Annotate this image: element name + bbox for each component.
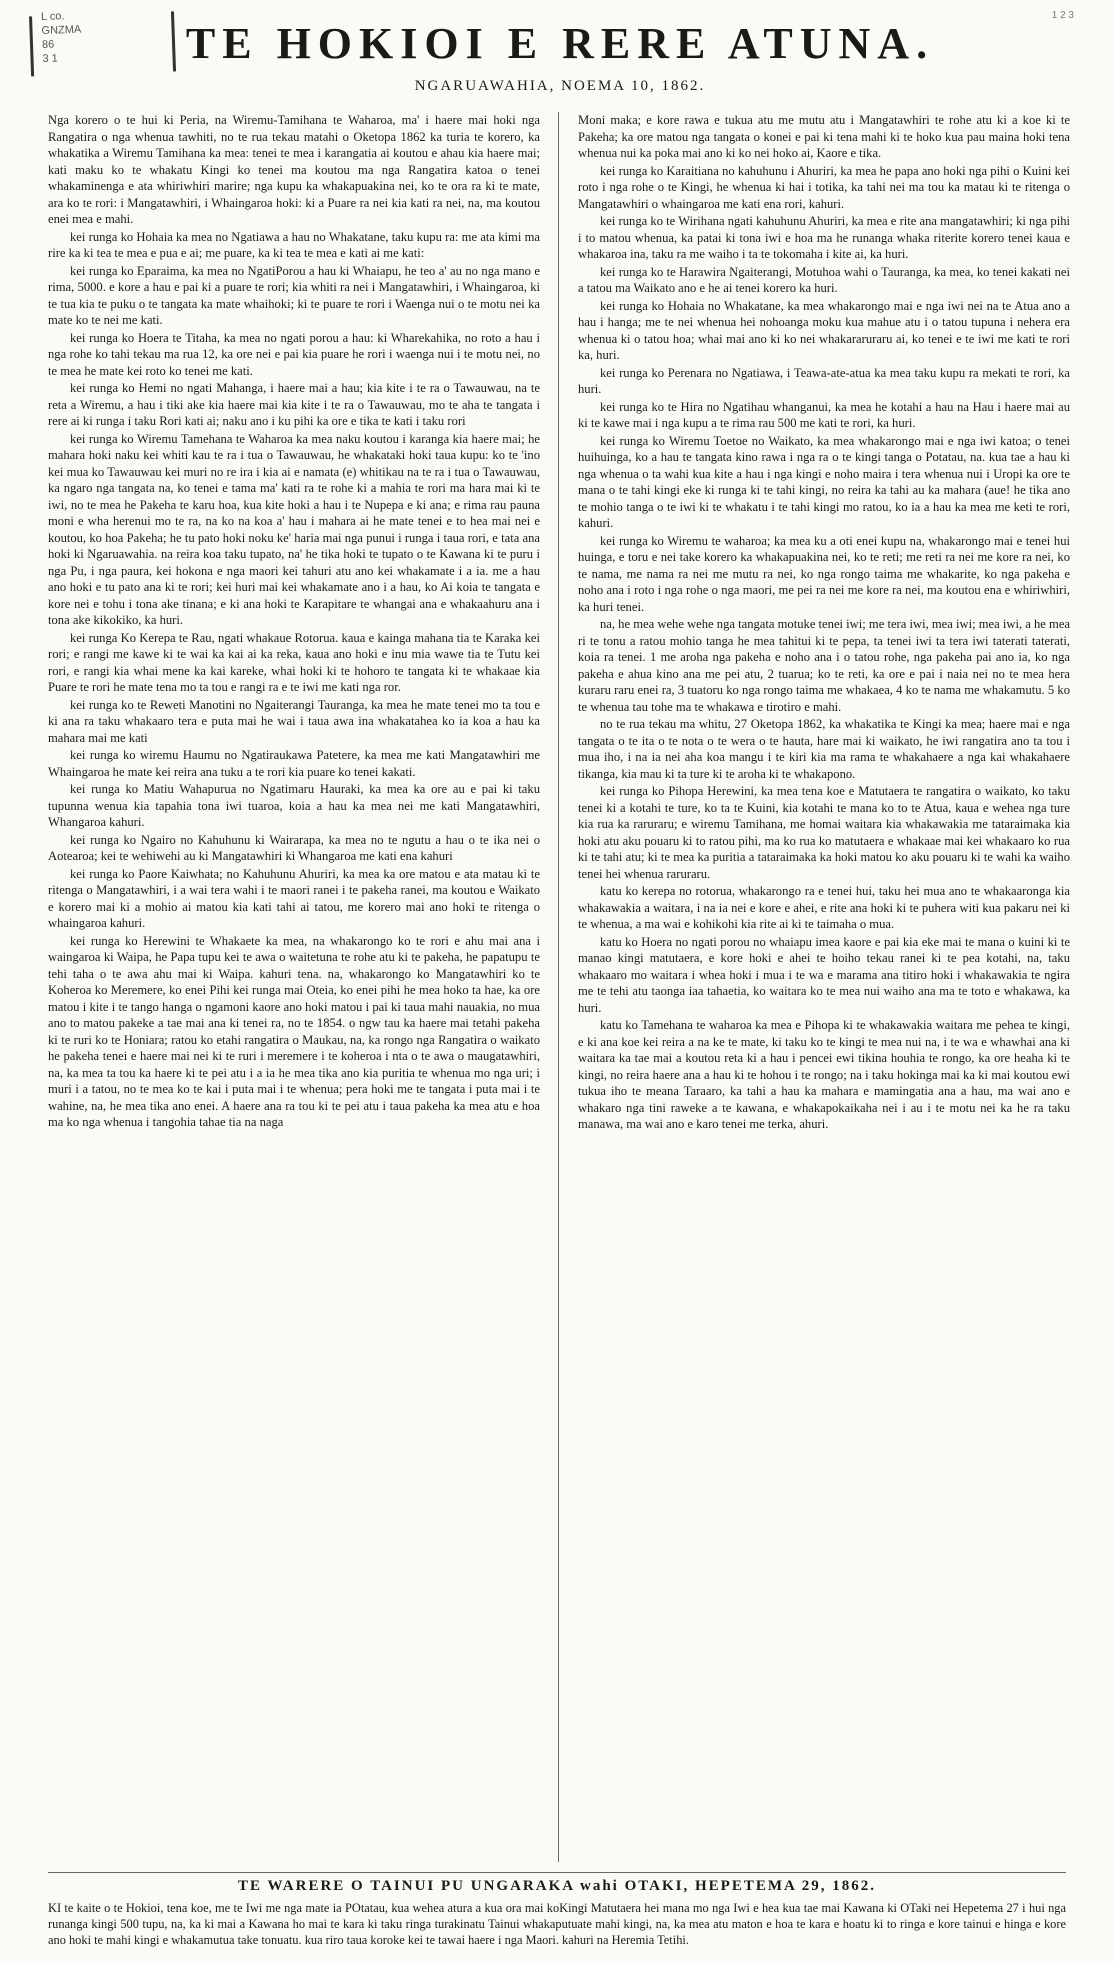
article-paragraph: kei runga ko Wiremu Tamehana te Waharoa ka mea naku koutou i karanga kia haere mai; he mahara hoki naku kei whiti kau te ra i tua o Tawauwau, he whakataki hoki taua kupu: ko te 'ino kei mua ko Tawauwau kei muri no re ira i kia ai e namata (e) whitikau na te ra i tua o Tawauwau, ka ngaro nga tangata na, ko tenei e tama ma' kati ra te rohe ki a mahia te rori ma hara mai ki te iwi, no te mea he Pakeha te karu hoa, kua kite hoki a hau i te Nupepa e ki ana; e rima rau pauna moni e wha herenui mo te ra, na ko na koa a' hau i mahara ai he mate tenei e to hea mai nei e koutou, ko hoa Pakeha; he tu pato hoki noku ke' haria mai nga punui i runga i taua rori, e tata ana hoki ki Ngaruawahia. na reira koa taku tupato, na' he tika hoki te tupato o te Kawana ki te puru i nga Pu, i nga paura, kei hokona e nga maori kei tahuri atu ano kei whakamate i a ia. me a hau ano hoki e tu pato ana ki te rori; kei huri mai kei whakamate ano i a hau, ko Ai koia te tangata e kore nei e tohu i tona ake tinana; e ki ana hoki te Karapitare te whangai ana e whakaahuru ana i tona ake kikokiko, ka huri. <box>48 431 540 627</box>
article-paragraph: kei runga ko Karaitiana no kahuhunu i Ahuriri, ka mea he papa ano hoki nga pihi o Kuini kei roto i nga rohe o te Kingi, he whenua ki hai i totika, ka tahi nei ma tou ka matau ki te ritenga o Mangatawhiri o whaingaroa me kati ena rori, kahuri. <box>578 163 1070 211</box>
article-paragraph: kei runga ko Ngairo no Kahuhunu ki Wairarapa, ka mea no te ngutu a hau o te ika nei o Aotearoa; kei te wehiwehi au ki Mangatawhiri ki Whangaroa me kati ena kahuri <box>48 832 540 863</box>
column-divider <box>558 112 559 1862</box>
article-paragraph: katu ko kerepa no rotorua, whakarongo ra e tenei hui, taku hei mua ano te whakaaronga kia whakawakia a waitara, i na ia nei e kore e ahei, e rite ana hoki ki te puhera witi kua pakaru nei ki te whenua, a ma wai e kohikohi kia rite ai ki te taimaha o mua. <box>578 884 1070 931</box>
stamp-line: 86 <box>41 38 55 52</box>
section-divider <box>48 1872 1066 1873</box>
article-paragraph: na, he mea wehe wehe nga tangata motuke tenei iwi; me tera iwi, mea iwi; mea iwi, a he mea ri te tonu a ratou mohio tanga he mea tahitui ki te pepa, ta tenei iwi ta tera iwi taterati taterati, koia ra tenei. 1 me aroha nga pakeha e noho ana i o tatou rohe, nga pakeha pai ano ia, ko nga pakeha e ahua kino ana me pei atu, 2 tuarua; ko te reti, ka ore e pai i naia nei no te mea hera kuraru raru enei ra, 3 tuatoru ko nga rongo taima me whakaea, 4 ko te nama me whakamutu. 5 ko te whenua tau tohe ma te whakawa e tirotiro e mahi. <box>578 617 1070 714</box>
article-paragraph: kei runga ko Hoera te Titaha, ka mea no ngati porou a hau: ki Wharekahika, no roto a hau i nga rohe ko tahi tekau ma rua 12, ka ore nei e pai kia puare he rori i waenga nui i te motu nei, no te mea he mate kei roto ko tenei me kati. <box>48 330 540 378</box>
dateline: NGARUAWAHIA, NOEMA 10, 1862. <box>414 78 706 94</box>
notice-heading: TE WARERE O TAINUI PU UNGARAKA wahi OTAKI, HEPETEMA 29, 1862. <box>237 1878 877 1894</box>
article-paragraph: katu ko Hoera no ngati porou no whaiapu imea kaore e pai kia eke mai te mana o kuini ki te manao kingi matutaera, e kore hoki e ahei te hoiho tekau ranei ki te pea kotahi, na, taku whakaaro mo waitara i whea hoki i mua i te wa e marama ana titiro hoki i whakawakia te ngira me te tehi atu taonga iaa tahaetia, ko waitara ko te mea nui waiho ana ma te toto e whakawa, ka huri. <box>578 934 1070 1015</box>
notice-paragraph: KI te kaite o te Hokioi, tena koe, me te Iwi me nga mate ia POtatau, kua wehea atura a kua ora mai koKingi Matutaera hei mana mo nga Iwi e hea kua tae mai Kawana ki OTaki nei Hepetema 27 i hui nga runanga kingi 500 tupu, na, ka ki mai a Kawana ho mai te kara ki taku ringa turakinatu Tainui whakaputuate mahi kingi, na, ka mea atu maton e hoa te kara e hoatu ki to ringa e kore tainui e hinga e kore ano hoki te mahi kingi e whakamutua take tonuatu. kua riro taua koroke kei te tawai haere i nga Maori. kahuri na Heremia Tetihi. <box>48 1901 1066 1947</box>
article-paragraph: kei runga ko te Wirihana ngati kahuhunu Ahuriri, ka mea e rite ana mangatawhiri; ki nga pihi i to matou whenua, ka patai ki tona iwi e hoa ma he runanga whaka riterite korero tenei kaua e whakaroa ina, taku ra me waiho i ta te tokomaha i kite ai, ka huri. <box>578 214 1070 261</box>
article-paragraph: kei runga ko Paore Kaiwhata; no Kahuhunu Ahuriri, ka mea ka ore matou e ata matau ki te ritenga o Mangatawhiri, i a wai tera wahi i te maori ranei i te pakeha ranei, ma koutou e Waikato e korero mai ki a mohio ai matou kia kati tahi ai tatou, me korero mai ano hoki te ritenga o whaingaroa kahuri. <box>48 866 540 930</box>
stamp-right-bar <box>171 11 176 71</box>
article-paragraph: kei runga ko te Reweti Manotini no Ngaiterangi Tauranga, ka mea he mate tenei mo ta tou e ki ana ra taku whakaaro tera e puta mai he wai i taua awa ina whakatahea ko ia koa a hau ka mahara mai me kati <box>48 697 540 745</box>
stamp-line: GNZMA <box>41 23 82 38</box>
right-column <box>578 112 1070 1134</box>
article-paragraph: kei runga ko te Harawira Ngaiterangi, Motuhoa wahi o Tauranga, ka mea, ko tenei kakati nei a tatou ma Waikato ano e he ai tenei korero ka huri. <box>578 264 1070 295</box>
article-paragraph: kei runga ko Hemi no ngati Mahanga, i haere mai a hau; kia kite i te ra o Tawauwau, na te reta a Wiremu, a hau i tiki ake kia haere mai kia kite i te ra o Tawauwau, mo te aha te tangata i rere ai ki runga i taku Rori kati ai; naku ano i ku pihi ka ore e tika te kati i taku rori <box>48 381 540 428</box>
stamp-left-bar <box>29 16 34 76</box>
notice-body <box>48 1900 1066 1948</box>
article-paragraph: katu ko Tamehana te waharoa ka mea e Pihopa ki te whakawakia waitara me pehea te kingi, e ki ana koe kei reira a na ke te mate, ki taku ko te kingi te mea nui na, i te wa e whawhai ana ki waitara ka tae mai a koutou reta ki a hau i pencei ewi tikina houhia te rongo, ka ore heaha ki te kingi, no reira haere ana a hau ki te hohou i te rongo; na i taku hokinga mai ka ki mai koutou ewi tukua iho te meana Taraaro, ka tahi a hau ka mahara e mamingatia ana a hau, ma wai ano e whakaro nga tini raweke a te kawana, e whakapokaikaha nei i au i te motu nei ka he ra taku manawa, ma wai ano e karo tenei me terka, ahuri. <box>578 1018 1070 1131</box>
article-paragraph: kei runga ko te Hira no Ngatihau whanganui, ka mea he kotahi a hau na Hau i haere mai au ki te kawe mai i nga kupu a te rima rau 500 me kati te rori, ka huri. <box>578 399 1070 430</box>
article-paragraph: Moni maka; e kore rawa e tukua atu me mutu atu i Mangatawhiri te rohe atu ki a koe ki te Pakeha; ka ore matou nga tangata o konei e pai ki tena mahi ki te hoko kua pau maina hoki tena whenua nui ka poka mai ano ki ko nei hoko ai, Kaore e tika. <box>578 113 1070 160</box>
article-paragraph: kei runga ko Matiu Wahapurua no Ngatimaru Hauraki, ka mea ka ore au e pai ki taku tupunna wenua kia tapahia tona iwi tuaroa, koia a hau ka mea nei me kati Mangatawhiri, Whangaroa kahuri. <box>48 782 540 829</box>
article-paragraph: kei runga ko Wiremu Toetoe no Waikato, ka mea whakarongo mai e nga iwi katoa; o tenei huihuinga, ko a hau te tangata kino rawa i nga ra o te kingi tanga o Potatau, na. kua tae a hau ki nga whenua o ta wahi kua kite a hau i nga kingi e noho maira i tera whenua nui i Uropi ka ore te mana o te tahi kingi eke ki runga ki te tahi kingi, no reira ka tahi au ka mahara (aue! he tika ano te mohio tanga o te iwi ki te whakatu i te tahi kingi mo ratou, ko ia a hau ka mea me keti te rori, kahuri. <box>578 433 1070 530</box>
article-paragraph: kei runga ko wiremu Haumu no Ngatiraukawa Patetere, ka mea me kati Mangatawhiri me Whaingaroa he mate kei reira ana tuku a te rori kia puare ko tenei kakati. <box>48 748 540 779</box>
article-paragraph: kei runga ko Hohaia ka mea no Ngatiawa a hau no Whakatane, taku kupu ra: me ata kimi ma rire ka ki tea te mea e pua e ai; me puare, ka ki tea te mea e kati ai me kati: <box>48 229 540 260</box>
archive-stamp <box>29 6 171 81</box>
stamp-line: L co. <box>40 10 65 24</box>
article-paragraph: no te rua tekau ma whitu, 27 Oketopa 1862, ka whakatika te Kingi ka mea; haere mai e nga tangata o te ita o te nota o te wera o te hauta, hare mai ki waikato, he iwi rangatira ano ta tou i mua iho, i na ia nei aha koa mangu i te kiri kia ma rama te whakahaere a nga kai whakahaere tikanga, kia mau ki ta ture ki te aroha ki te whakapono. <box>578 717 1070 781</box>
newspaper-title: TE HOKIOI E RERE ATUNA. <box>185 19 935 68</box>
article-paragraph: kei runga ko Hohaia no Whakatane, ka mea whakarongo mai e nga iwi nei na te Atua ano a hau i hanga; me te nei whenua hei nohoanga moku kua mahue atu i o tatou tupuna i nehera era whenua ki o tatou hoa; whai mai ano ki ko nei whakararuraru ai, ko tenei e te iwi me kati te rori ka, huri. <box>578 298 1070 362</box>
left-column <box>48 112 540 1132</box>
article-paragraph: kei runga ko Herewini te Whakaete ka mea, na whakarongo ko te rori e ahu mai ana i waingaroa ki Waipa, he Papa tupu kei te awa o waitetuna te rohe atu ki te pakeha, he papatupu te tehi taha o te awa ahu mai ki Waipa. kahuri tena. na, whakarongo ko Mangatawhiri ko te Koheroa ko Meremere, ko enei Pihi kei runga mai Oteia, ko enei pihi he mea hoko ta hae, ka ore matou i kite i te tango hanga o ngamoni kaore ano hoki matou i pai ki taua mahi nauakia, no mua ano to matou pakeke a tae mai ana ki tenei ra, no te 1854. o ngw tau ka haere mai tetahi pakeha ki te ruri ko te Honiara; ratou ko etahi rangatira o Maukau, na, ka rongo nga Rangatira o waikato he pakeha tenei e haere mai nei ki te ruri i meremere i te koheroa i nta o te awa o maugatawhiri, na, ka mea ta tou ka haere ki te pei atu i a ia he mea tika ano kia puritia te whenua mo nga uri; i muri i a tatou, no te mea ko te kai i puta mai i te whenua; pera hoki me te tangata i puta mai i te wahine, na, he mea tika ano enei. A haere ana ra tou ki te pei atu i taua pakeha ka mea atu e hoa ma ko nga whenua i tangohia tahae tia na naga <box>48 933 540 1129</box>
article-paragraph: kei runga ko Perenara no Ngatiawa, i Teawa-ate-atua ka mea taku kupu ra mekati te rori, ka huri. <box>578 365 1070 396</box>
article-paragraph: kei runga ko Eparaima, ka mea no NgatiPorou a hau ki Whaiapu, he teo a' au no nga mano e rima, 5000. e kore a hau e pai ki a puare te rori; kia whiti ra nei i Mangatawhiri, i Whaingaroa, ki te tua kia te puku o te tangata ka mate whaihoki; ki te puare te rori i Waenga nui o te motu nei ka mate ko te nei me kati. <box>48 263 540 327</box>
article-paragraph: kei runga ko Wiremu te waharoa; ka mea ku a oti enei kupu na, whakarongo mai e tenei hui huinga, e toru e nei take korero ka whakapuakina nei, ko te reti; me reti ra nei me kore ra nei, ko te nama, me nama ra nei me mutu ra nei, ko nga rongo taima me whakarite, ko nga pakeha e noho ana i roto i nga rohe o nga maori, me pei ra nei me kore ra nei, ma koutou ena e whiriwhiri, ka huri tenei. <box>578 533 1070 614</box>
article-paragraph: Nga korero o te hui ki Peria, na Wiremu-Tamihana te Waharoa, ma' i haere mai hoki nga Rangatira o nga whenua tawhiti, no te rua tekau matahi o Oketopa 1862 ka turia te korero, ka whakatika a Wiremu Tamihana ka mea: tenei te mea i karangatia ai koutou e ahau kia haere mai; kati maku ko te whakatu Kingi ko tenei ma koutou ma nga Rangatira katoa o tenei whakaminenga e ata whiriwhiri marire; nga kupu ka whakapuakina nei, ko te ora ra ki te mate, ara ko te rori: i Mangatawhiri, i Whaingaroa hoki: ki a Puare ra nei kia kati ra nei, na, ma koutou enei mea e mahi. <box>48 113 540 226</box>
article-paragraph: kei runga Ko Kerepa te Rau, ngati whakaue Rotorua. kaua e kainga mahana tia te Karaka kei rori; e rangi me kawe ki te wai ka kai ai ka reka, kaua ano hoki e inu mia wawe tia te Tutu kei rori, e rangi kia whai mene ka kai kareke, whai hoki ki te hohoro te tangata ki te whakaae kia Puare te rori he mate tena mo ta tou e rangi ra e te iwi me kati nga ror. <box>48 630 540 694</box>
article-paragraph: kei runga ko Pihopa Herewini, ka mea tena koe e Matutaera te rangatira o waikato, ko taku tenei ki a kotahi te ture, ko ta te Kuini, kia kotahi te mana ko to te Atua, kaua e wehea nga ture kia rua ka raruraru; e wiremu Tamihana, me homai waitara kia whakawakia me tataraimaka kia hoki atu aku pouaru ki to ratou pihi, ma ko rua ko matutaera e whakaae mai kei whakaaro ko rua ki te tahi atu; ki te mea ka puritia a tataraimaka ka hoki matou ko aku pouaru ki te wahi ka waiho tenei hei whenua raruraru. <box>578 784 1070 881</box>
corner-mark: 1 2 3 <box>1051 10 1074 21</box>
stamp-line: 3 1 <box>42 52 59 66</box>
